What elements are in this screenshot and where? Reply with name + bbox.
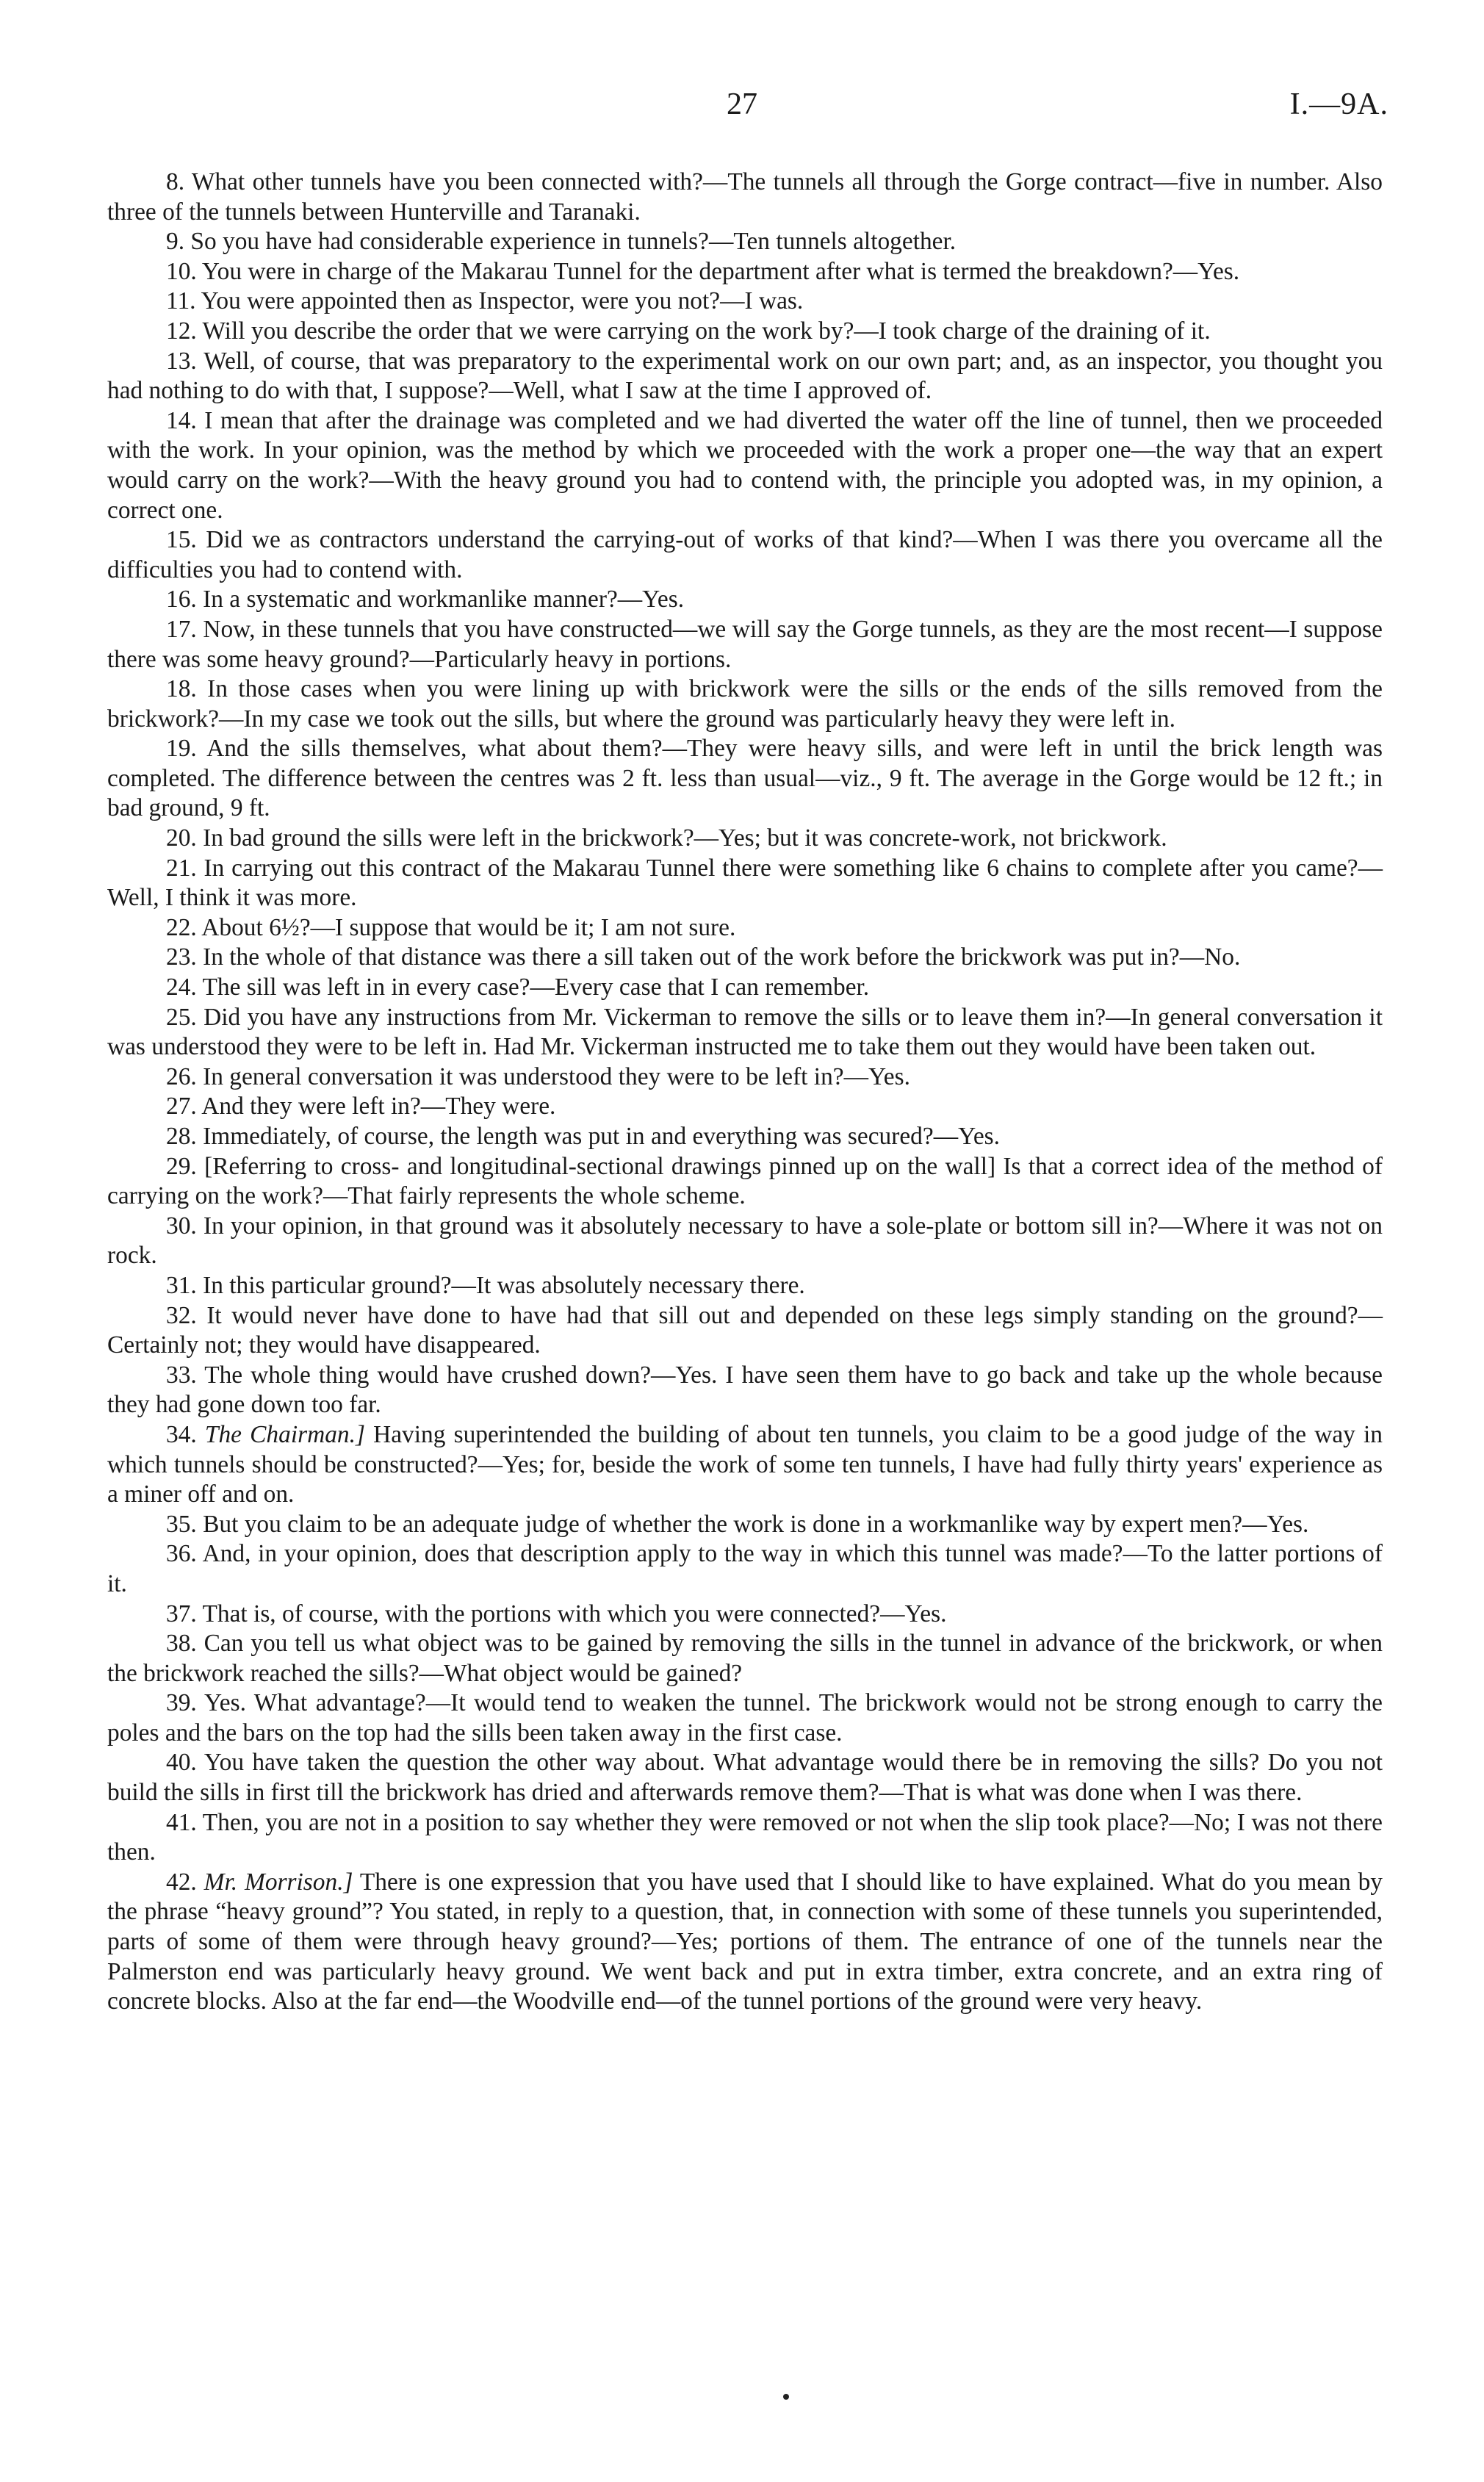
question-number: 38. [166, 1630, 197, 1658]
testimony-paragraph [107, 347, 1383, 406]
question-number: 27. [166, 1093, 197, 1121]
question-number: 21. [166, 854, 197, 882]
question-number: 35. [166, 1510, 197, 1538]
question-number: 15. [166, 526, 197, 554]
question-number: 29. [166, 1152, 197, 1180]
speaker-label: The Chairman.] [204, 1420, 365, 1448]
question-answer-text: In your opinion, in that ground was it absolutely necessary to have a sole-plate or bottom sill in?—Where it was not on rock. [107, 1212, 1383, 1270]
question-answer-text: Did you have any instructions from Mr. Vickerman to remove the sills or to leave them in?—In general conversation it was understood they were to be left in. Had Mr. Vickerman instructed me to take them out they would have been taken out. [107, 1003, 1383, 1061]
document-code: I.—9A. [1289, 87, 1388, 121]
testimony-paragraph [107, 675, 1383, 734]
question-answer-text: In the whole of that distance was there a sill taken out of the work before the brickwork was put in?—No. [203, 943, 1241, 971]
question-number: 18. [166, 675, 197, 703]
question-answer-text: What other tunnels have you been connected with?—The tunnels all through the Gorge contract—five in number. Also three of the tunnels between Hunterville and Taranaki. [107, 168, 1383, 226]
question-number: 31. [166, 1271, 197, 1299]
question-answer-text: And the sills themselves, what about them?—They were heavy sills, and were left in until the brick length was completed. The difference between the centres was 2 ft. less than usual—viz., 9 ft. The average in the Gorge would be 12 ft.; in bad ground, 9 ft. [107, 735, 1383, 822]
question-number: 25. [166, 1003, 197, 1031]
question-number: 26. [166, 1062, 197, 1090]
question-answer-text: In bad ground the sills were left in the brickwork?—Yes; but it was concrete-work, not brickwork. [203, 824, 1167, 852]
question-answer-text: You were in charge of the Makarau Tunnel for the department after what is termed the breakdown?—Yes. [201, 257, 1240, 285]
testimony-paragraph [107, 406, 1383, 525]
question-answer-text: In carrying out this contract of the Makarau Tunnel there were something like 6 chains to complete after you came?—Well, I think it was more. [107, 854, 1383, 912]
question-answer-text: And, in your opinion, does that description apply to the way in which this tunnel was made?—To the latter portions of it. [107, 1540, 1383, 1597]
testimony-paragraph [107, 317, 1383, 347]
testimony-paragraph [107, 1122, 1383, 1152]
testimony-paragraph [107, 913, 1383, 943]
testimony-paragraph [107, 1212, 1383, 1271]
question-answer-text: There is one expression that you have used that I should like to have explained. What do you mean by the phrase “heavy ground”? You stated, in reply to a question, that, in connection with some of these tunnels you superintended, parts of some of them were through heavy ground?—Yes; portions of them. The entrance of one of the tunnels near the Palmerston end was particularly heavy ground. We went back and put in extra timber, extra concrete, and an extra ring of concrete blocks. Also at the far end—the Woodville end—of the tunnel portions of the ground were very heavy. [107, 1868, 1383, 2015]
question-number: 14. [166, 406, 197, 434]
question-number: 19. [166, 735, 197, 763]
question-number: 28. [166, 1123, 197, 1150]
testimony-paragraph [107, 1062, 1383, 1093]
question-answer-text: Now, in these tunnels that you have constructed—we will say the Gorge tunnels, as they are the most recent—I suppose there was some heavy ground?—Particularly heavy in portions. [107, 615, 1383, 673]
question-answer-text: Well, of course, that was preparatory to the experimental work on our own part; and, as an inspector, you thought you had nothing to do with that, I suppose?—Well, what I saw at the time I approved of. [107, 347, 1383, 405]
question-answer-text: Having superintended the building of about ten tunnels, you claim to be a good judge of the way in which tunnels should be constructed?—Yes; for, beside the work of some ten tunnels, I have had fully thirty years' experience as a miner off and on. [107, 1420, 1383, 1508]
question-number: 11. [166, 287, 196, 315]
testimony-paragraph [107, 227, 1383, 257]
testimony-paragraph [107, 1301, 1383, 1361]
testimony-paragraph [107, 615, 1383, 675]
question-answer-text: Yes. What advantage?—It would tend to weaken the tunnel. The brickwork would not be strong enough to carry the poles and the bars on the top had the sills been taken away in the first case. [107, 1689, 1383, 1747]
question-answer-text: Will you describe the order that we were carrying on the work by?—I took charge of the draining of it. [202, 317, 1211, 345]
question-answer-text: Can you tell us what object was to be gained by removing the sills in the tunnel in advance of the brickwork, or when the brickwork reached the sills?—What object would be gained? [107, 1630, 1383, 1687]
question-answer-text: In this particular ground?—It was absolutely necessary there. [203, 1271, 805, 1299]
testimony-paragraph [107, 168, 1383, 227]
testimony-paragraph [107, 734, 1383, 824]
question-answer-text: [Referring to cross- and longitudinal-sectional drawings pinned up on the wall] Is that a correct idea of the method of carrying on the work?—That fairly represents the whole scheme. [107, 1152, 1383, 1210]
testimony-paragraph [107, 1152, 1383, 1212]
page-number: 27 [727, 87, 757, 121]
testimony-paragraph [107, 1420, 1383, 1510]
question-answer-text: In a systematic and workmanlike manner?—Yes. [203, 586, 685, 614]
question-number: 10. [166, 257, 197, 285]
testimony-paragraph [107, 1629, 1383, 1688]
question-answer-text: And they were left in?—They were. [201, 1093, 556, 1121]
question-answer-text: The whole thing would have crushed down?—Yes. I have seen them have to go back and take up the whole because they had gone down too far. [107, 1361, 1383, 1419]
question-answer-text: Immediately, of course, the length was put in and everything was secured?—Yes. [203, 1123, 1001, 1150]
testimony-paragraph [107, 1003, 1383, 1062]
question-answer-text: The sill was left in in every case?—Every case that I can remember. [202, 974, 870, 1001]
testimony-paragraph [107, 824, 1383, 854]
testimony-paragraph [107, 1600, 1383, 1630]
question-number: 8. [166, 168, 185, 195]
question-answer-text: So you have had considerable experience in tunnels?—Ten tunnels altogether. [190, 228, 957, 256]
question-answer-text: It would never have done to have had that sill out and depended on these legs simply standing on the ground?—Certainly not; they would have disappeared. [107, 1301, 1383, 1359]
question-number: 30. [166, 1212, 197, 1240]
question-number: 32. [166, 1301, 197, 1329]
testimony-body [107, 168, 1383, 2017]
question-number: 24. [166, 974, 197, 1001]
question-number: 39. [166, 1689, 197, 1717]
speaker-label: Mr. Morrison.] [203, 1868, 353, 1896]
question-answer-text: You were appointed then as Inspector, were you not?—I was. [201, 287, 804, 315]
testimony-paragraph [107, 287, 1383, 317]
testimony-paragraph [107, 1271, 1383, 1301]
question-number: 22. [166, 913, 197, 941]
question-answer-text: Did we as contractors understand the carrying-out of works of that kind?—When I was there you overcame all the difficulties you had to contend with. [107, 526, 1383, 583]
question-answer-text: In general conversation it was understood they were to be left in?—Yes. [203, 1062, 910, 1090]
testimony-paragraph [107, 1092, 1383, 1122]
question-answer-text: You have taken the question the other way about. What advantage would there be in removing the sills? Do you not build the sills in first till the brickwork has dried and afterwards remove them?—That is what was done when I was there. [107, 1749, 1383, 1807]
testimony-paragraph [107, 1539, 1383, 1599]
testimony-paragraph [107, 943, 1383, 973]
testimony-paragraph [107, 973, 1383, 1003]
question-answer-text: About 6½?—I suppose that would be it; I am not sure. [201, 913, 736, 941]
question-number: 9. [166, 228, 185, 256]
testimony-paragraph [107, 1868, 1383, 2017]
question-number: 41. [166, 1808, 197, 1836]
testimony-paragraph [107, 1688, 1383, 1748]
question-number: 33. [166, 1361, 197, 1389]
testimony-paragraph [107, 257, 1383, 287]
testimony-paragraph [107, 1361, 1383, 1420]
question-number: 20. [166, 824, 197, 852]
question-number: 36. [166, 1540, 197, 1568]
question-answer-text: Then, you are not in a position to say whether they were removed or not when the slip took place?—No; I was not there then. [107, 1808, 1383, 1866]
question-answer-text: In those cases when you were lining up with brickwork were the sills or the ends of the sills removed from the brickwork?—In my case we took out the sills, but where the ground was particularly heavy they were left in. [107, 675, 1383, 733]
question-number: 40. [166, 1749, 197, 1777]
question-number: 16. [166, 586, 197, 614]
footer-dot [783, 2394, 789, 2400]
testimony-paragraph [107, 1808, 1383, 1868]
testimony-paragraph [107, 854, 1383, 913]
question-number: 12. [166, 317, 197, 345]
question-answer-text: That is, of course, with the portions with which you were connected?—Yes. [202, 1600, 947, 1627]
testimony-paragraph [107, 585, 1383, 615]
question-answer-text: I mean that after the drainage was completed and we had diverted the water off the line of tunnel, then we proceeded with the work. In your opinion, was the method by which we proceeded with the work a proper one—the way that an expert would carry on the work?—With the heavy ground you had to contend with, the principle you adopted was, in my opinion, a correct one. [107, 406, 1383, 524]
testimony-paragraph [107, 1748, 1383, 1807]
testimony-paragraph [107, 525, 1383, 585]
question-number: 23. [166, 943, 197, 971]
question-number: 17. [166, 615, 197, 643]
question-number: 42. [166, 1868, 197, 1896]
question-number: 13. [166, 347, 197, 375]
question-answer-text: But you claim to be an adequate judge of whether the work is done in a workmanlike way by expert men?—Yes. [203, 1510, 1309, 1538]
testimony-paragraph [107, 1510, 1383, 1540]
question-number: 34. [166, 1420, 197, 1448]
question-number: 37. [166, 1600, 197, 1627]
